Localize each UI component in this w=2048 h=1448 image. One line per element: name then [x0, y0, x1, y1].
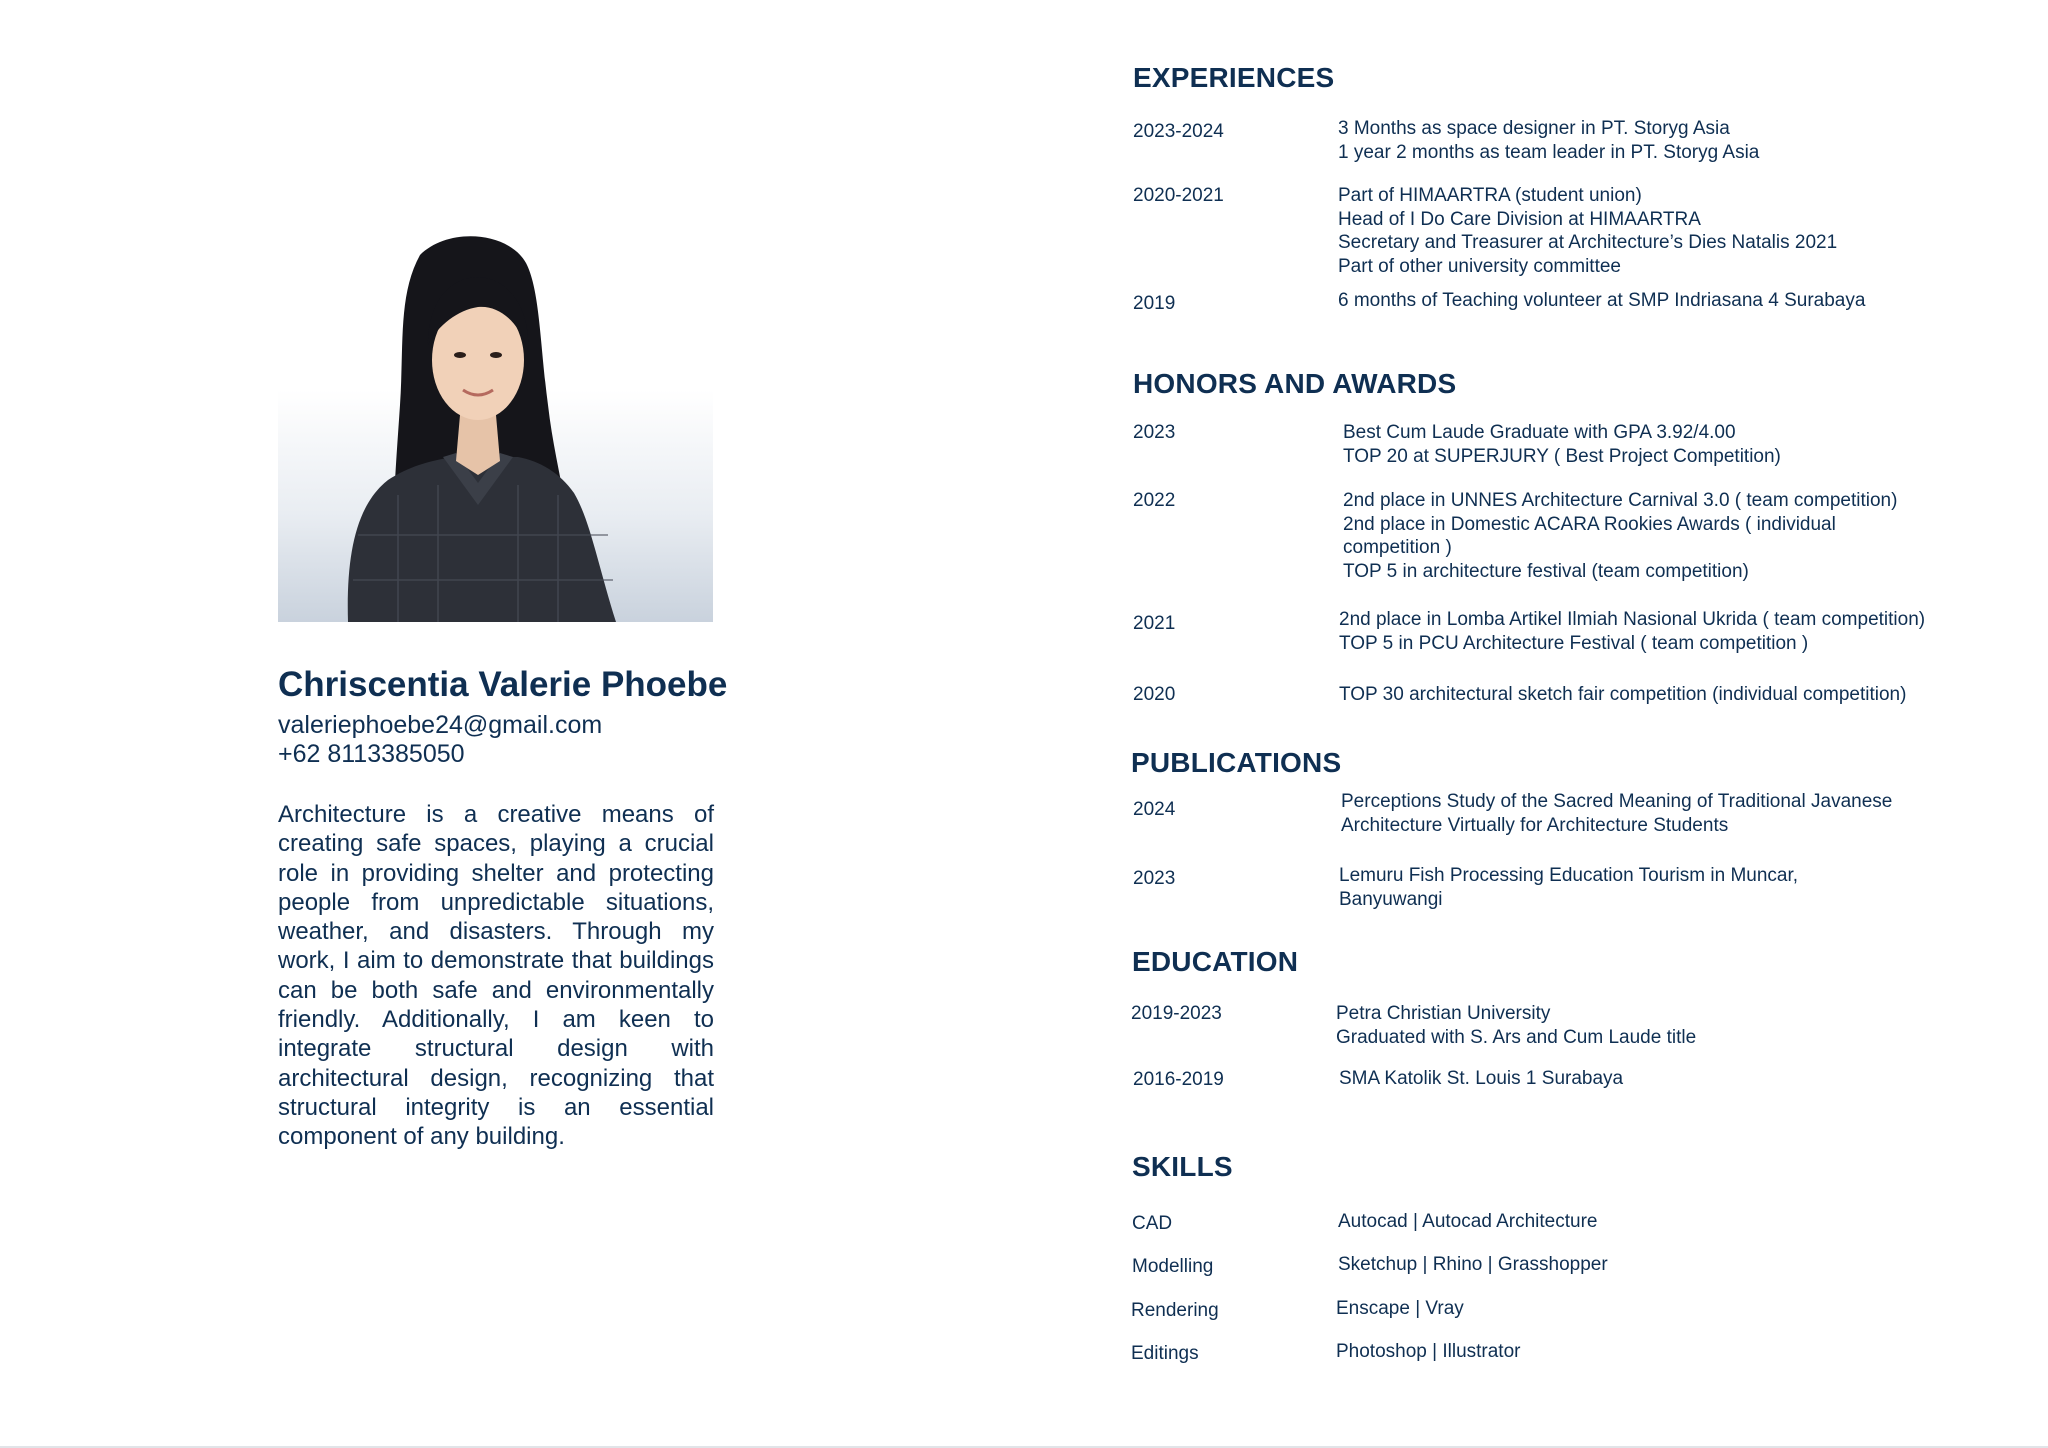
publication-line: Lemuru Fish Processing Education Tourism in Muncar, — [1339, 865, 1799, 886]
skill-line: Enscape | Vray — [1336, 1298, 1464, 1319]
honor-line: 2nd place in Domestic ACARA Rookies Awards ( individual — [1343, 513, 1836, 535]
skill-category: Rendering — [1131, 1300, 1219, 1321]
experience-line: Part of other university committee — [1338, 255, 1621, 277]
experience-line: 6 months of Teaching volunteer at SMP Indriasana 4 Surabaya — [1338, 290, 1866, 311]
honor-year: 2021 — [1133, 613, 1176, 634]
honor-line: 2nd place in UNNES Architecture Carnival 3.0 ( team competition) — [1343, 490, 1898, 511]
skill-tools — [1336, 1297, 1464, 1321]
honor-entry — [1343, 489, 1897, 583]
honor-year: 2022 — [1133, 490, 1176, 511]
experience-entry — [1338, 117, 1759, 164]
experience-line: 3 Months as space designer in PT. Storyg Asia — [1338, 118, 1730, 139]
profile-phone: +62 8113385050 — [278, 740, 465, 768]
publication-line: Architecture Virtually for Architecture Students — [1341, 814, 1729, 836]
experience-line: Part of HIMAARTRA (student union) — [1338, 185, 1642, 206]
skill-category: Editings — [1131, 1343, 1199, 1364]
honor-entry — [1343, 421, 1781, 468]
skill-tools — [1338, 1253, 1608, 1277]
skill-category: CAD — [1132, 1213, 1173, 1234]
education-line: Petra Christian University — [1336, 1003, 1551, 1024]
profile-bio: Architecture is a creative means of creating safe spaces, playing a crucial role in providing shelter and protecting people from unpredictable situations, weather, and disasters. Through my work, I aim to demonstrate that buildings can be both safe and environmentally friendly. Additionally, I am keen to integrate structural design with architectural design, recognizing that structural integrity is an essential component of any building. — [278, 801, 714, 1151]
honor-line: 2nd place in Lomba Artikel Ilmiah Nasional Ukrida ( team competition) — [1339, 609, 1926, 630]
experiences-title: EXPERIENCES — [1133, 62, 1335, 93]
experience-line: 1 year 2 months as team leader in PT. Storyg Asia — [1338, 141, 1760, 163]
publications-title: PUBLICATIONS — [1131, 747, 1342, 778]
honor-entry — [1339, 683, 1906, 707]
honor-year: 2020 — [1133, 684, 1176, 705]
publication-line: Banyuwangi — [1339, 888, 1443, 910]
experience-year: 2019 — [1133, 293, 1176, 314]
education-entry — [1339, 1067, 1623, 1091]
profile-photo — [278, 235, 713, 622]
publication-line: Perceptions Study of the Sacred Meaning of Traditional Javanese — [1341, 791, 1893, 812]
honor-year: 2023 — [1133, 422, 1176, 443]
experience-line: Head of I Do Care Division at HIMAARTRA — [1338, 208, 1701, 230]
publication-year: 2024 — [1133, 799, 1176, 820]
skills-title: SKILLS — [1132, 1151, 1233, 1182]
education-line: Graduated with S. Ars and Cum Laude title — [1336, 1026, 1697, 1048]
profile-email: valeriephoebe24@gmail.com — [278, 711, 603, 739]
honor-line: competition ) — [1343, 537, 1452, 558]
honor-line: TOP 20 at SUPERJURY ( Best Project Competition) — [1343, 445, 1781, 467]
experience-year: 2023-2024 — [1133, 121, 1224, 142]
honor-entry — [1339, 608, 1925, 655]
skill-line: Autocad | Autocad Architecture — [1338, 1211, 1598, 1232]
honor-line: TOP 30 architectural sketch fair competition (individual competition) — [1339, 684, 1907, 705]
experience-entry — [1338, 184, 1837, 278]
education-entry — [1336, 1002, 1696, 1049]
education-year: 2019-2023 — [1131, 1003, 1222, 1024]
experience-line: Secretary and Treasurer at Architecture’s Dies Natalis 2021 — [1338, 232, 1838, 253]
honor-line: Best Cum Laude Graduate with GPA 3.92/4.00 — [1343, 422, 1736, 443]
publication-entry — [1341, 790, 1892, 837]
skill-line: Sketchup | Rhino | Grasshopper — [1338, 1254, 1608, 1275]
honors-title: HONORS AND AWARDS — [1133, 368, 1457, 399]
education-year: 2016-2019 — [1133, 1069, 1224, 1090]
honor-line: TOP 5 in architecture festival (team competition) — [1343, 560, 1749, 582]
skill-tools — [1336, 1340, 1520, 1364]
skill-line: Photoshop | Illustrator — [1336, 1341, 1521, 1362]
education-title: EDUCATION — [1132, 946, 1299, 977]
skill-tools — [1338, 1210, 1598, 1234]
publication-year: 2023 — [1133, 868, 1176, 889]
experience-year: 2020-2021 — [1133, 185, 1224, 206]
publication-entry — [1339, 864, 1798, 911]
education-line: SMA Katolik St. Louis 1 Surabaya — [1339, 1068, 1624, 1089]
honor-line: TOP 5 in PCU Architecture Festival ( team competition ) — [1339, 632, 1809, 654]
skill-category: Modelling — [1132, 1256, 1214, 1277]
experience-entry — [1338, 289, 1865, 313]
profile-name: Chriscentia Valerie Phoebe — [278, 665, 728, 704]
